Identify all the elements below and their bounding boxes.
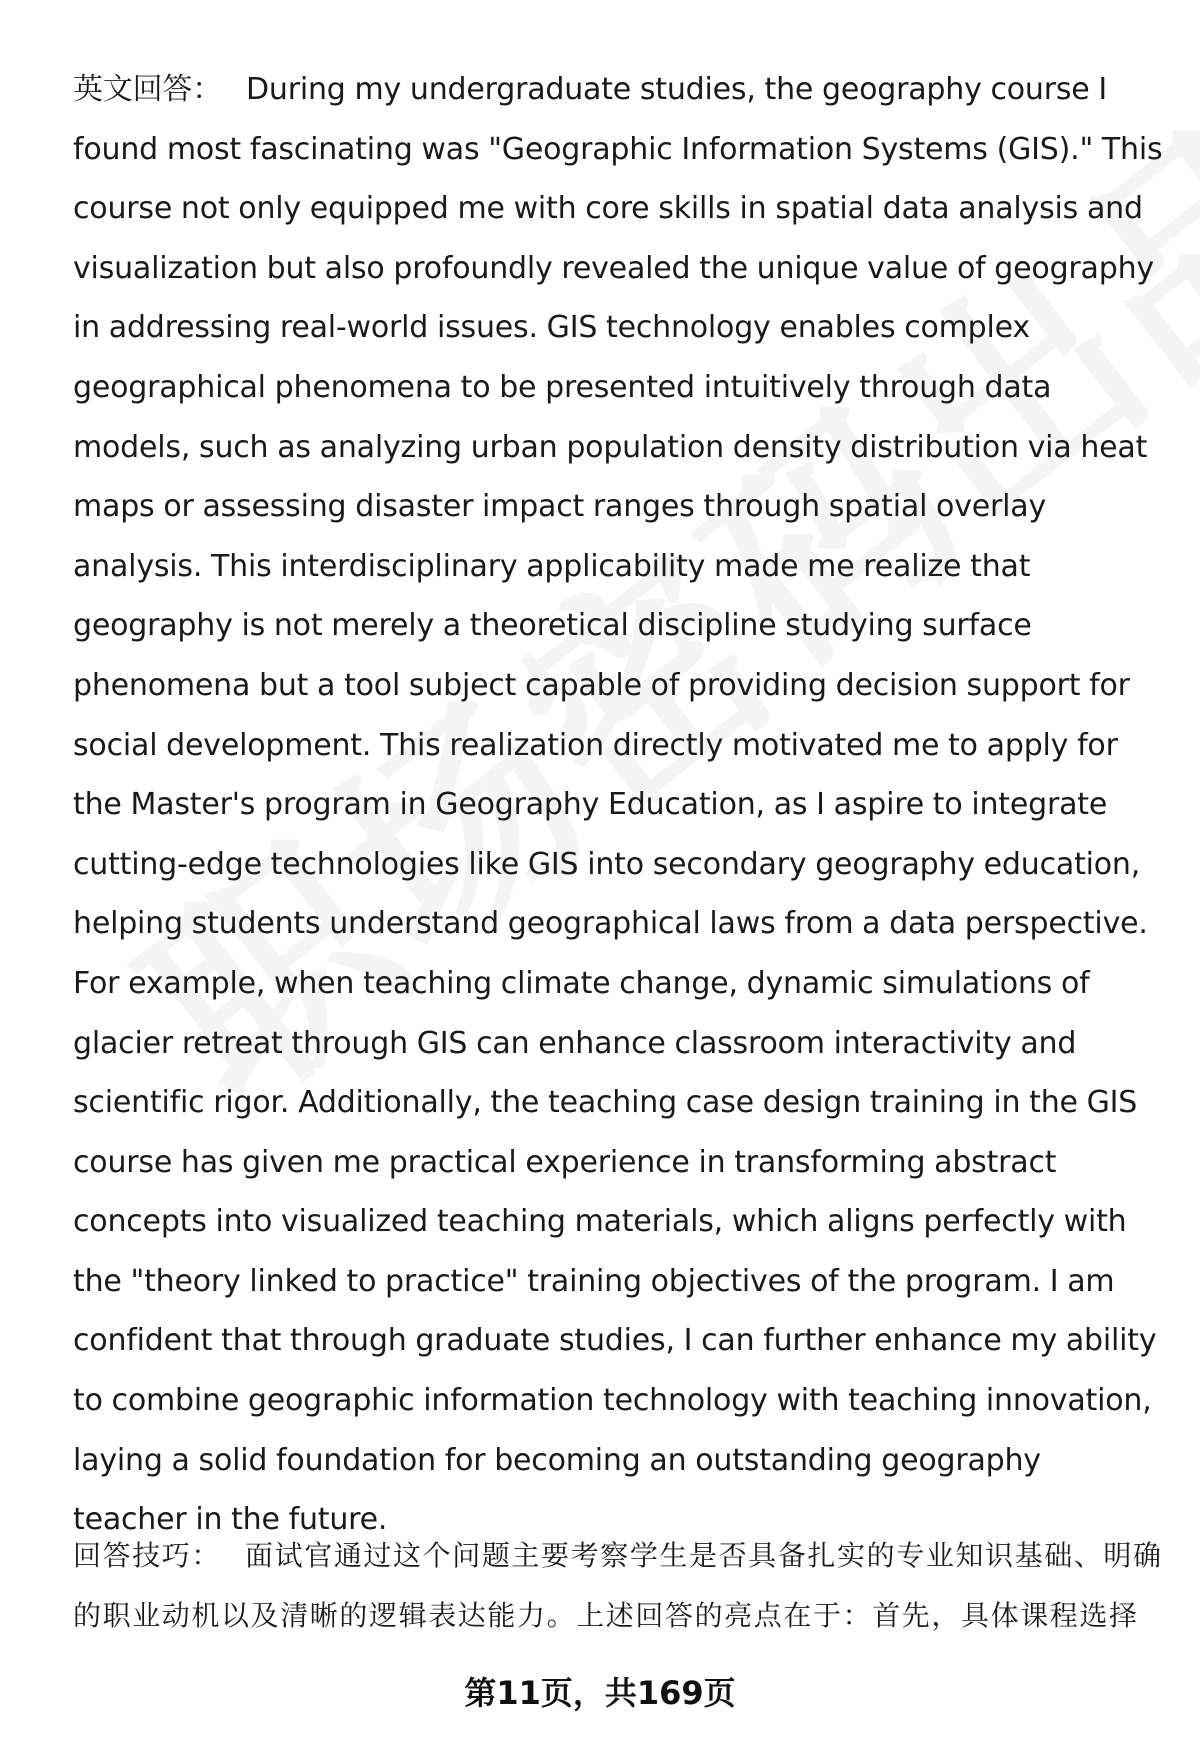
page-number-footer: 第11页，共169页 xyxy=(464,1674,736,1712)
english-answer-label: 英文回答： xyxy=(73,72,222,107)
answer-tips-label: 回答技巧： xyxy=(73,1539,222,1572)
english-answer-text: During my undergraduate studies, the geography course I found most fascinating was "Geographic Information Systems (GIS)." This course not only equipped me with core skills in spatial data analysis and visualization but also profoundly revealed the unique value of geography in addressing real-world issues. GIS technology enables complex geographical phenomena to be presented intuitively through data models, such as analyzing urban population density distribution via heat maps or assessing disaster impact ranges through spatial overlay analysis. This interdisciplinary applicability made me realize that geography is not merely a theoretical discipline studying surface phenomena but a tool subject capable of providing decision support for social development. This realization directly motivated me to apply for the Master's program in Geography Education, as I aspire to integrate cutting-edge technologies like GIS into secondary geography education, helping students understand geographical laws from a data perspective. For example, when teaching climate change, dynamic simulations of glacier retreat through GIS can enhance classroom interactivity and scientific rigor. Additionally, the teaching case design training in the GIS course has given me practical experience in transforming abstract concepts into visualized teaching materials, which aligns perfectly with the "theory linked to practice" training objectives of the program. I am confident that through graduate studies, I can further enhance my ability to combine geographic information technology with teaching innovation, laying a solid foundation for becoming an outstanding geography teacher in the future. xyxy=(73,72,1163,1538)
answer-tips-paragraph xyxy=(73,1526,1163,1646)
answer-tips-text: 面试官通过这个问题主要考察学生是否具备扎实的专业知识基础、明确的职业动机以及清晰的逻辑表达能力。上述回答的亮点在于：首先，具体课程选择 xyxy=(73,1539,1163,1632)
english-answer-paragraph xyxy=(73,60,1163,1550)
